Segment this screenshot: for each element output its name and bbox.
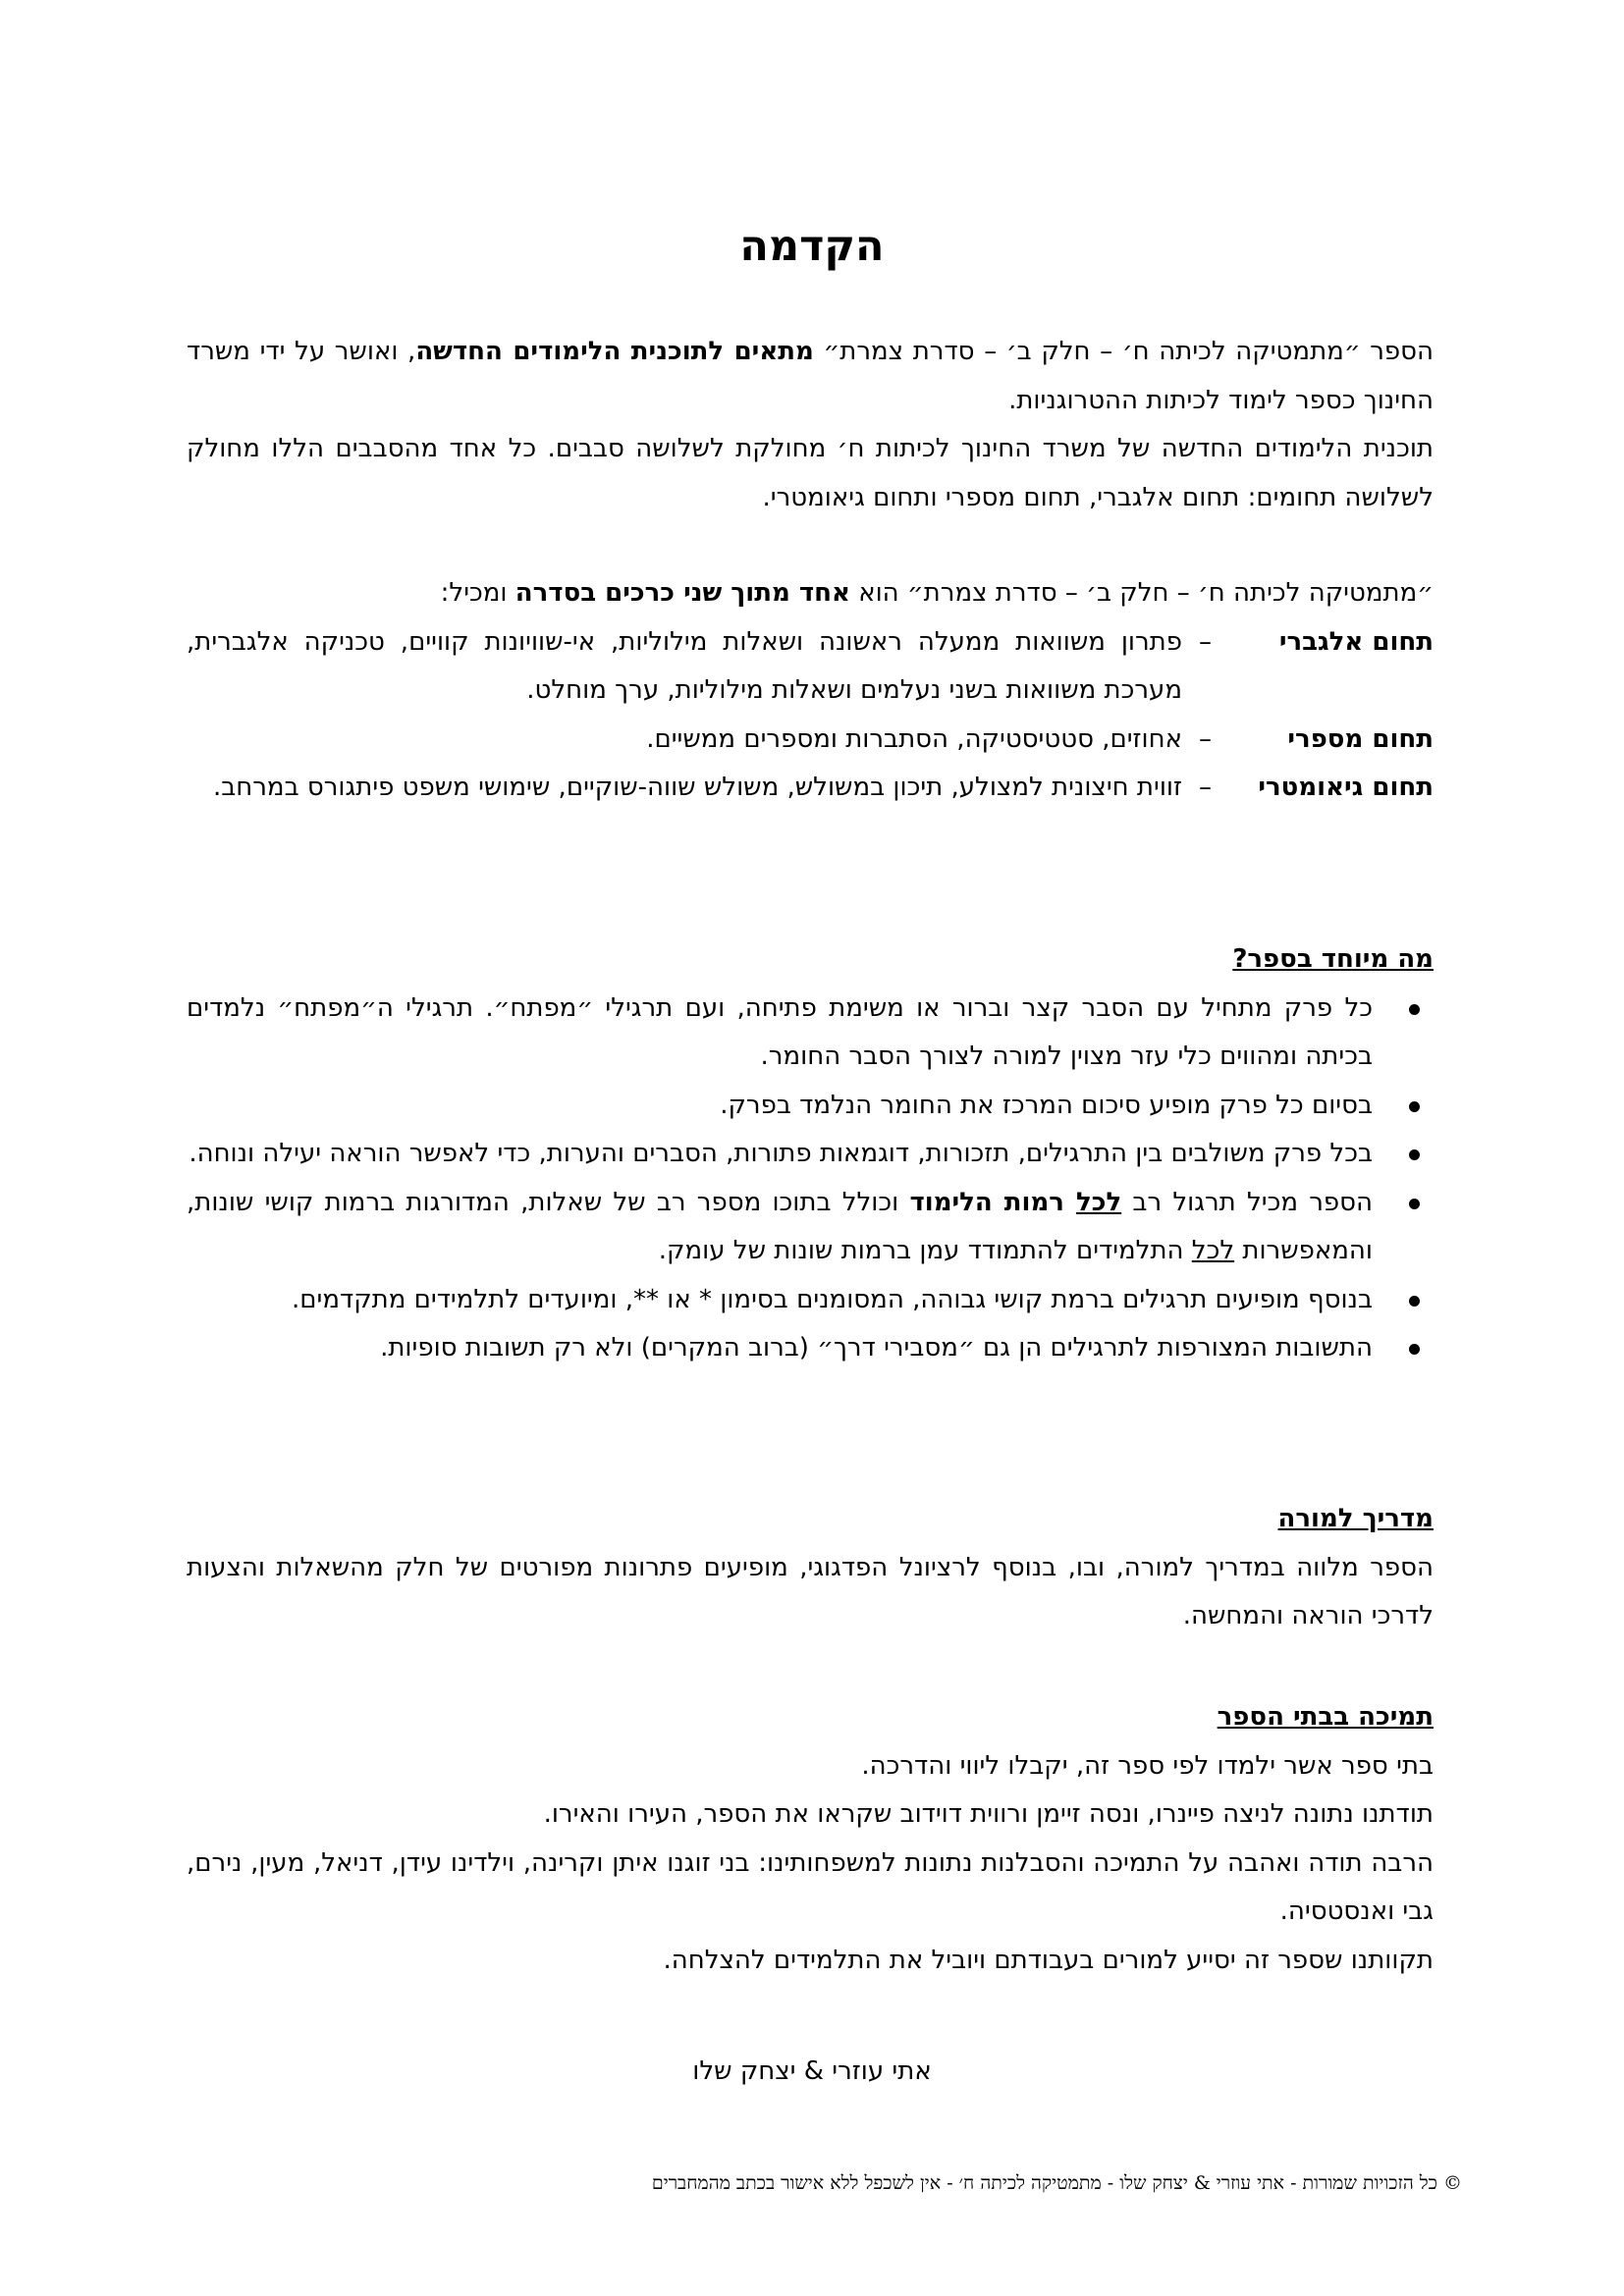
contents-text: ומכיל: [440, 578, 515, 608]
school-support-line: תקוותנו שספר זה יסייע למורים בעבודתם ויוביל את התלמידים להצלחה. [663, 1945, 1434, 1975]
list-item-text: כל פרק מתחיל עם הסבר קצר וברור או משימת פתיחה, ועם תרגילי ״מפתח״. תרגילי ה״מפתח״ נלמדים בכיתה ומהווים כלי עזר מצוין למורה לצורך הסבר החומר. [187, 992, 1373, 1071]
intro-section [187, 328, 1434, 522]
school-support-line: בתי ספר אשר ילמדו לפי ספר זה, יקבלו ליווי והדרכה. [861, 1750, 1434, 1781]
teacher-guide-text: הספר מלווה במדריך למורה, ובו, בנוסף לרציונל הפדגוגי, מופיעים פתרונות מפורטים של חלק מהשאלות והצעות לדרכי הוראה והמחשה. [187, 1552, 1434, 1630]
bullet-icon [1409, 1149, 1420, 1160]
list-item-text: בכל פרק משולבים בין התרגילים, תזכורות, דוגמאות פתורות, הסברים והערות, כדי לאפשר הוראה יעילה ונוחה. [189, 1139, 1373, 1168]
contents-intro [187, 569, 1434, 618]
list-item-text: הספר מכיל תרגול רב [1121, 1187, 1373, 1217]
list-item [187, 1179, 1434, 1276]
school-support-line: הרבה תודה ואהבה על התמיכה והסבלנות נתונות למשפחותינו: בני זוגנו איתן וקרינה, וילדינו עידן, דניאל, מעין, נירם, גבי ואנסטסיה. [187, 1847, 1434, 1926]
list-item-text: בנוסף מופיעים תרגילים ברמת קושי גבוהה, המסומנים בסימון * או **, ומיועדים לתלמידים מתקדמים. [292, 1284, 1373, 1314]
list-item [187, 1276, 1434, 1325]
list-item [187, 1130, 1434, 1179]
domain-name: תחום מספרי [1287, 723, 1434, 754]
school-support-line: תודתנו נתונה לניצה פיינרו, ונסה זיימן ורווית דוידוב שקראו את הספר, העירו והאירו. [543, 1799, 1434, 1829]
contents-section [187, 569, 1434, 813]
school-support-section [187, 1693, 1434, 1985]
special-section [187, 935, 1434, 1373]
special-heading: מה מיוחד בספר? [1232, 944, 1434, 974]
domain-description: זווית חיצונית למצולע, תיכון במשולש, משולש שווה-שוקיים, שימושי משפט פיתגורס במרחב. [212, 773, 1182, 802]
authors-signature: אתי עוזרי & יצחק שלו [692, 2056, 932, 2086]
domain-row-algebra [187, 618, 1434, 716]
domain-name: תחום גיאומטרי [1258, 773, 1434, 802]
domain-name: תחום אלגברי [1278, 626, 1434, 657]
domain-dash: – [1199, 626, 1212, 657]
bullet-icon [1409, 1344, 1420, 1355]
list-item-underlined: לכל [1191, 1236, 1235, 1265]
contents-text: ״מתמטיקה לכיתה ח׳ – חלק ב׳ – סדרת צמרת״ הוא [849, 578, 1434, 608]
list-item-text: בסיום כל פרק מופיע סיכום המרכז את החומר הנלמד בפרק. [720, 1090, 1373, 1120]
list-item-text [1064, 1188, 1076, 1217]
teacher-guide-heading: מדריך למורה [1277, 1504, 1434, 1533]
domain-row-geometry [187, 764, 1434, 813]
intro-paragraph-2: תוכנית הלימודים החדשה של משרד החינוך לכיתות ח׳ מחולקת לשלושה סבבים. כל אחד מהסבבים הללו מחולק לשלושה תחומים: תחום אלגברי, תחום מספרי ותחום גיאומטרי. [187, 434, 1434, 512]
bullet-icon [1409, 1004, 1420, 1015]
list-item [187, 985, 1434, 1082]
list-item-emphasis: רמות הלימוד [909, 1187, 1064, 1217]
school-support-heading: תמיכה בבתי הספר [1217, 1702, 1434, 1732]
intro-paragraph-1 [187, 328, 1434, 425]
list-item-text: התלמידים להתמודד עמן ברמות שונות של עומק. [658, 1236, 1192, 1265]
bullet-icon [1409, 1101, 1420, 1112]
special-bullet-list [187, 985, 1434, 1373]
list-item-text: וכולל בתוכו מספר רב של שאלות, המדורגות ברמות קושי שונות, והמאפשרות [187, 1187, 1373, 1265]
list-item [187, 1082, 1434, 1131]
bullet-icon [1409, 1296, 1420, 1307]
list-item-emphasis: לכל [1076, 1187, 1122, 1217]
page-title: הקדמה [739, 222, 885, 271]
teacher-guide-section [187, 1495, 1434, 1641]
contents-bold-text: אחד מתוך שני כרכים בסדרה [514, 578, 850, 608]
copyright-footer: © כל הזכויות שמורות - אתי עוזרי & יצחק שלו - מתמטיקה לכיתה ח׳ - אין לשכפל ללא אישור בכתב מהמחברים [651, 2172, 1462, 2194]
intro-text: הספר ״מתמטיקה לכיתה ח׳ – חלק ב׳ – סדרת צמרת״ [813, 337, 1434, 366]
domain-dash: – [1199, 773, 1212, 802]
bullet-icon [1409, 1199, 1420, 1209]
intro-text: , ואושר על ידי משרד החינוך כספר לימוד לכיתות ההטרוגניות. [187, 337, 1434, 415]
domain-dash: – [1199, 723, 1212, 754]
intro-bold-text: מתאים לתוכנית הלימודים החדשה [415, 337, 814, 366]
domain-row-numbers [187, 716, 1434, 765]
list-item [187, 1324, 1434, 1373]
domain-description: פתרון משוואות ממעלה ראשונה ושאלות מילוליות, אי-שוויונות קוויים, טכניקה אלגברית, מערכת משוואות בשני נעלמים ושאלות מילוליות, ערך מוחלט. [187, 626, 1182, 705]
domain-description: אחוזים, סטטיסטיקה, הסתברות ומספרים ממשיים. [646, 723, 1182, 754]
list-item-text: התשובות המצורפות לתרגילים הן גם ״מסבירי דרך״ (ברוב המקרים) ולא רק תשובות סופיות. [380, 1333, 1373, 1362]
